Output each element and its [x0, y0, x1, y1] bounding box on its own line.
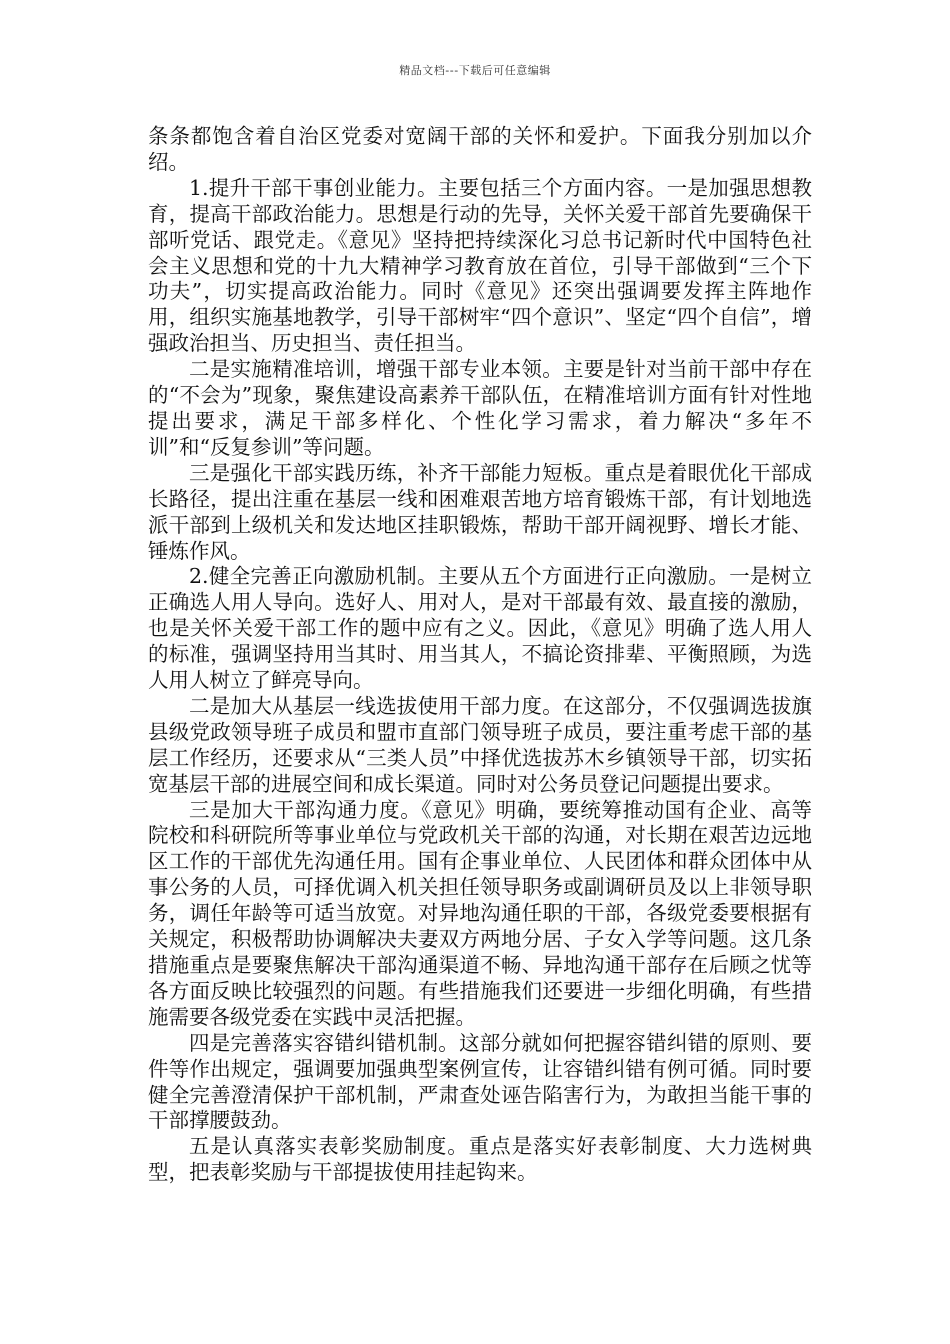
paragraph-exchange: 三是加大干部沟通力度。《意见》明确，要统筹推动国有企业、高等院校和科研院所等事业单位与党政机关干部的沟通，对长期在艰苦边远地区工作的干部优先沟通任用。国有企事业单位、人民团体和群众团体中从事公务的人员，可择优调入机关担任领导职务或副调研员及以上非领导职务，调任年龄等可适当放宽。对异地沟通任职的干部，各级党委要根据有关规定，积极帮助协调解决夫妻双方两地分居、子女入学等问题。这几条措施重点是要聚焦解决干部沟通渠道不畅、异地沟通干部存在后顾之忧等各方面反映比较强烈的问题。有些措施我们还要进一步细化明确，有些措施需要各级党委在实践中灵活把握。 [148, 797, 812, 1029]
paragraph-grassroots: 二是加大从基层一线选拔使用干部力度。在这部分，不仅强调选拔旗县级党政领导班子成员和盟市直部门领导班子成员，要注重考虑干部的基层工作经历，还要求从“三类人员”中择优选拔苏木乡镇领导干部，切实拓宽基层干部的进展空间和成长渠道。同时对公务员登记问题提出要求。 [148, 693, 812, 796]
paragraph-continuation: 条条都饱含着自治区党委对宽阔干部的关怀和爱护。下面我分别加以介绍。 [148, 124, 812, 174]
document-body [148, 124, 812, 1186]
paragraph-commendation: 五是认真落实表彰奖励制度。重点是落实好表彰制度、大力选树典型，把表彰奖励与干部提拔使用挂起钩来。 [148, 1134, 812, 1185]
paragraph-fault-tolerance: 四是完善落实容错纠错机制。这部分就如何把握容错纠错的原则、要件等作出规定，强调要加强典型案例宣传，让容错纠错有例可循。同时要健全完善澄清保护干部机制，严肃查处诬告陷害行为，为敢担当能干事的干部撑腰鼓劲。 [148, 1030, 812, 1133]
paragraph-practice: 三是强化干部实践历练，补齐干部能力短板。重点是着眼优化干部成长路径，提出注重在基层一线和困难艰苦地方培育锻炼干部，有计划地选派干部到上级机关和发达地区挂职锻炼，帮助干部开阔视野、增长才能、锤炼作风。 [148, 460, 812, 563]
paragraph-capability: 1.提升干部干事创业能力。主要包括三个方面内容。一是加强思想教育，提高干部政治能力。思想是行动的先导，关怀关爱干部首先要确保干部听党话、跟党走。《意见》坚持把持续深化习总书记新时代中国特色社会主义思想和党的十九大精神学习教育放在首位，引导干部做到“三个下功夫”，切实提高政治能力。同时《意见》还突出强调要发挥主阵地作用，组织实施基地教学，引导干部树牢“四个意识”、坚定“四个自信”，增强政治担当、历史担当、责任担当。 [148, 175, 812, 356]
paragraph-incentive: 2.健全完善正向激励机制。主要从五个方面进行正向激励。一是树立正确选人用人导向。选好人、用对人，是对干部最有效、最直接的激励，也是关怀关爱干部工作的题中应有之义。因此，《意见》明确了选人用人的标准，强调坚持用当其时、用当其人，不搞论资排辈、平衡照顾，为选人用人树立了鲜亮导向。 [148, 564, 812, 693]
page-header-note: 精品文档---下载后可任意编辑 [399, 64, 551, 77]
paragraph-training: 二是实施精准培训，增强干部专业本领。主要是针对当前干部中存在的“不会为”现象，聚焦建设高素养干部队伍，在精准培训方面有针对性地提出要求，满足干部多样化、个性化学习需求，着力解决“多年不训”和“反复参训”等问题。 [148, 357, 812, 459]
